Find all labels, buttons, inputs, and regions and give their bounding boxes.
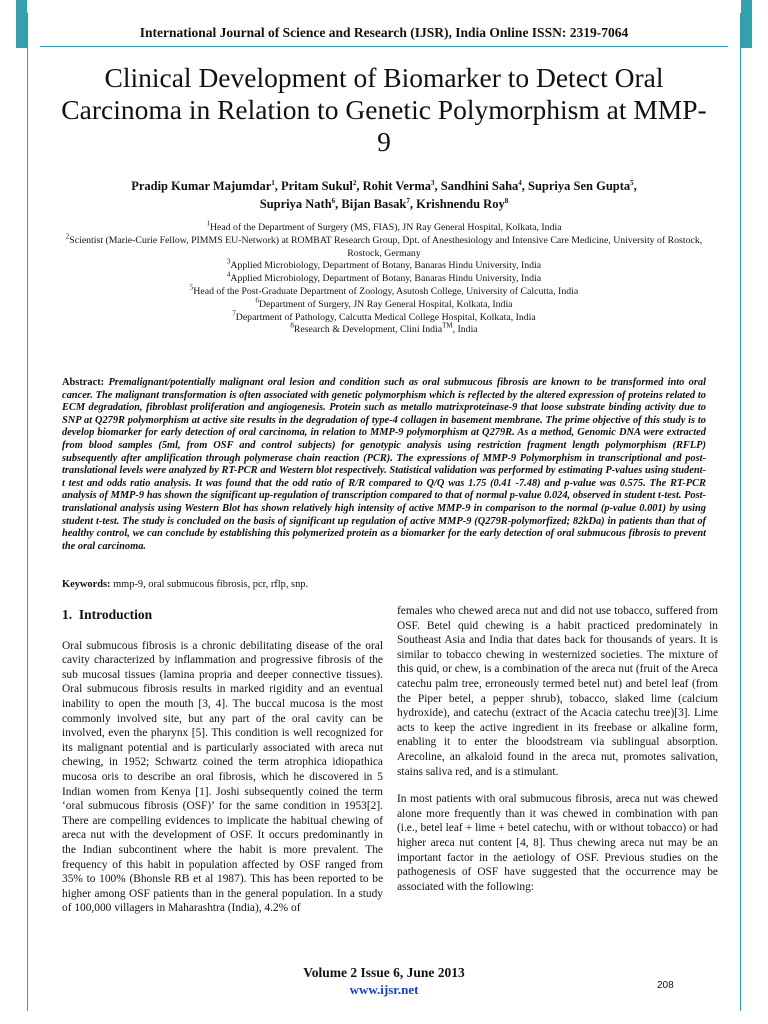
affiliation: $^3$Applied Microbiology, Department of Botany, Banaras Hindu University, India — [226, 258, 542, 272]
author: Pritam Sukul$^2$, — [281, 178, 363, 193]
affiliation: $^6$Department of Surgery, JN Ray General Hospital, Kolkata, India — [255, 296, 513, 310]
author: Supriya Sen Gupta$^5$, — [528, 178, 637, 193]
affiliation: $^4$Applied Microbiology, Department of Botany, Banaras Hindu University, India — [226, 270, 542, 285]
author: Rohit Verma$^3$, — [362, 178, 441, 193]
author: Sandhini Saha$^4$, — [440, 178, 529, 193]
affiliation: $^5$Head of the Post-Graduate Department of Zoology, Asutosh College, University of Calcutta, India — [189, 283, 579, 297]
author: Pradip Kumar Majumdar$^1$, — [131, 178, 281, 193]
affiliation: $^2$Scientist (Marie-Curie Fellow, PIMMS EU-Network) at ROMBAT Research Group, Dpt. of Anesthesiology and Intensive Care Medicine, University of Rostock, Rostock, Germany — [65, 232, 703, 259]
abstract — [62, 377, 706, 553]
affiliation: $^1$Head of the Department of Surgery (MS, FIAS), JN Ray General Hospital, Kolkata, India — [206, 219, 562, 233]
abstract-text: Premalignant/potentially malignant oral lesion and condition such as oral submucous fibrosis are known to be transformed into oral cancer. The malignant transformation is often associated with genetic polymorphism which is reflected by the altered expression of proteins related to ECM degradation, fibroblast proliferation and angiogenesis. Protein such as metallo matrixproteinase-9 that loose substrate binding activity due to SNP at Q279R polymorphism at active site results in the degradation of type-4 collagen in basement membrane. The prime objective of this study is to develop biomarker for early detection of oral carcinoma, in relation to MMP-9 polymorphism at Q279R. As a method, Genomic DNA were extracted from blood samples (5ml, from OSF and control subjects) for genotypic analysis using restriction fragment length polymorphism (RFLP) subsequently after amplification through polymerase chain reaction (PCR). The expressions of MMP-9 Polymorphism in transcriptional and post-translational levels were analyzed by RT-PCR and Western blot respectively. Statistical validation was performed by estimating P-values using student-t test and odds ratio analysis. It was found that the odd ratio of R/R compared to Q/Q was 1.75 (0.41 -7.48) and p-value was 0.575. The RT-PCR analysis of MMP-9 has shown the significant up-regulation of transcription compared to that of normal p-value 0.024, observed in student t-test. Post- translational analysis using Western Blot has shown relatively high intensity of active MMP-9 in comparison to the normal (p-value 0.001) by using student t-test. The study is concluded on the basis of significant up regulation of active MMP-9 (Q279R-polymorfized; 82kDa) in patients than that of healthy control, we can conclude by establishing this polymerized protein as a biomarker for the early detection of oral submucous fibrosis to prevent the oral carcinoma. — [62, 377, 706, 552]
section-heading: 1. Introduction — [62, 607, 153, 622]
page-number: 208 — [657, 980, 674, 991]
author: Krishnendu Roy$^8$ — [416, 196, 509, 211]
keywords — [62, 578, 706, 591]
journal-header: International Journal of Science and Research (IJSR), India Online ISSN: 2319-7064 — [139, 25, 629, 40]
affiliation-list — [62, 219, 706, 337]
right-edge-tab — [741, 0, 752, 48]
left-column — [62, 606, 383, 929]
footer-volume: Volume 2 Issue 6, June 2013 — [303, 965, 465, 980]
paper-title: Clinical Development of Biomarker to Detect Oral Carcinoma in Relation to Genetic Polymorphism at MMP-9 — [61, 62, 707, 157]
keywords-label: Keywords: — [62, 579, 111, 590]
left-edge-tab — [16, 0, 27, 48]
footer-url-link[interactable]: www.ijsr.net — [349, 982, 419, 997]
abstract-label: Abstract: — [62, 377, 105, 388]
affiliation: $^7$Department of Pathology, Calcutta Medical College Hospital, Kolkata, India — [232, 309, 536, 323]
keywords-text: mmp-9, oral submucous fibrosis, pcr, rflp, snp. — [113, 579, 309, 590]
paragraph: females who chewed areca nut and did not use tobacco, suffered from OSF. Betel quid chewing is a habit practiced predominately in Southeast Asia and India that dates back for thousands of years. It is similar to tobacco chewing in westernized societies. The mixture of this quid, or chew, is a combination of the areca nut (fruit of the Areca catechu palm tree, erroneously termed betel nut) and betel leaf (from the Piper betel, a pepper shrub), tobacco, slaked lime (calcium hydroxide), and catechu (extract of the Acacia catechu tree)[3]. Lime acts to keep the active ingredient in its freebase or alkaline form, enabling it to enter the bloodstream via sublingual absorption. Arecoline, an alkaloid found in the areca nut, promotes salivation, stains saliva red, and is a stimulant. — [397, 605, 718, 778]
right-column — [397, 604, 718, 907]
paragraph: Oral submucous fibrosis is a chronic debilitating disease of the oral cavity characterized by inflammation and progressive fibrosis of the sub mucosal tissues (lamina propria and deeper connective tissues). Oral submucous fibrosis results in marked rigidity and an eventual inability to open the mouth [3, 4]. The buccal mucosa is the most commonly involved site, but any part of the oral cavity can be involved, even the pharynx [5]. This condition is well recognized for its malignant potential and is particularly associated with areca nut chewing, in 1952; Schwartz coined the term atrophica idiopathica mucosa oris to describe an oral fibrosis, which he discovered in 5 Indian women from Kenya [1]. Joshi subsequently coined the term ‘oral submucous fibrosis (OSF)’ for the same condition in 1953[2]. There are compelling evidences to implicate the habitual chewing of areca nut with the development of OSF. It occurs predominantly in the Indian subcontinent where the habit is more prevalent. The frequency of this habit in population affected by OSF ranged from 35% to 100% (Bhonsle RB et al 1987). This has been reported to be higher among OSF patients than in the general population. In a study of 100,000 villagers in Maharashtra (India), 4.2% of — [62, 639, 383, 915]
author-list — [60, 177, 708, 213]
paragraph: In most patients with oral submucous fibrosis, areca nut was chewed alone more frequently than it was chewed in combination with pan (i.e., betel leaf + lime + betel catechu, with or without tobacco) or had higher areca nut content [4, 8]. Thus chewing areca nut may be an important factor in the aetiology of OSF. Previous studies on the pathogenesis of OSF have suggested that the occurrence may be associated with the following: — [397, 793, 718, 893]
author: Bijan Basak$^7$, — [341, 196, 417, 211]
author: Supriya Nath$^6$, — [259, 196, 342, 211]
affiliation: $^8$Research & Development, Clini India™, India — [290, 322, 478, 336]
header-divider — [40, 46, 728, 47]
